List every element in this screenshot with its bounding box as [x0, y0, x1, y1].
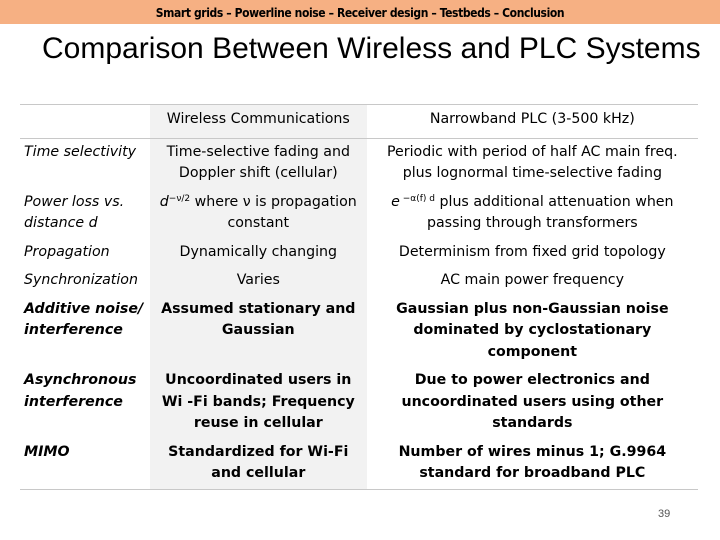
table-header-row	[20, 105, 698, 139]
row-label: Synchronization	[24, 272, 138, 288]
plc-cell: Number of wires minus 1; G.9964 standard for broadband PLC	[367, 439, 698, 490]
nav-breadcrumb: Smart grids – Powerline noise – Receiver design – Testbeds – Conclusion	[155, 6, 565, 20]
table-row	[20, 138, 698, 189]
table-row	[20, 189, 698, 239]
plc-cell: Determinism from fixed grid topology	[398, 243, 666, 260]
page-number: 39	[658, 508, 671, 520]
header-wireless: Wireless Communications	[150, 105, 367, 139]
plc-base: e	[391, 193, 400, 210]
row-label: Asynchronous interference	[24, 372, 137, 410]
wireless-rest: where ν is propagation constant	[190, 193, 357, 231]
wireless-cell: Standardized for Wi-Fi and cellular	[150, 439, 367, 490]
row-label: Power loss vs. distance d	[24, 193, 125, 231]
wireless-cell: Assumed stationary and Gaussian	[150, 296, 367, 368]
plc-cell: Gaussian plus non-Gaussian noise dominated by cyclostationary component	[396, 300, 669, 360]
wireless-cell	[150, 189, 367, 239]
comparison-table	[20, 104, 698, 490]
wireless-base: d	[159, 193, 169, 210]
wireless-cell: Varies	[150, 267, 367, 296]
slide-title: Comparison Between Wireless and PLC Systems	[42, 32, 701, 65]
table-row	[20, 439, 698, 490]
header-empty	[20, 105, 150, 139]
wireless-cell: Dynamically changing	[150, 239, 367, 268]
plc-exponent: −α(f) d	[399, 193, 435, 204]
plc-cell: Due to power electronics and uncoordinated users using other standards	[401, 372, 664, 431]
nav-bar	[0, 0, 720, 24]
row-label: Additive noise/ interference	[24, 300, 144, 338]
plc-cell	[367, 189, 698, 239]
header-plc: Narrowband PLC (3-500 kHz)	[367, 105, 698, 139]
plc-cell: AC main power frequency	[440, 272, 625, 288]
wireless-cell: Time-selective fading and Doppler shift (cellular)	[150, 138, 367, 189]
row-label: Time selectivity	[24, 143, 137, 160]
plc-cell: Periodic with period of half AC main freq. plus lognormal time-selective fading	[386, 143, 678, 181]
row-label: Propagation	[24, 243, 110, 260]
wireless-exponent: −ν/2	[168, 193, 191, 204]
row-label: MIMO	[20, 439, 150, 490]
table-row	[20, 296, 698, 368]
plc-rest: plus additional attenuation when passing through transformers	[426, 193, 674, 231]
table-row	[20, 239, 698, 268]
table-row	[20, 267, 698, 296]
wireless-cell: Uncoordinated users in Wi -Fi bands; Frequency reuse in cellular	[150, 367, 367, 439]
table-row	[20, 367, 698, 439]
